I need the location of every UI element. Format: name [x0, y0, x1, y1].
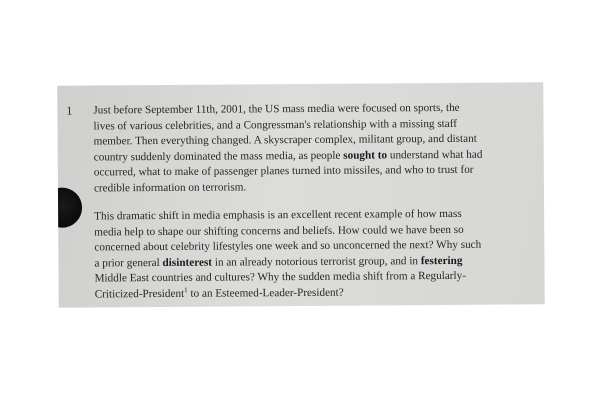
text-line — [94, 163, 540, 182]
text-run: understand what had — [387, 148, 483, 162]
paragraph-2 — [94, 206, 541, 303]
text-run: lives of various celebrities, and a Congressman's relationship with a missing staff — [93, 117, 458, 133]
text-run: occurred, what to make of passenger planes turned into missiles, and who to trust for — [93, 164, 474, 179]
bold-term: festering — [420, 254, 463, 267]
binder-hole — [57, 188, 82, 228]
text-run: a prior general — [94, 256, 163, 270]
bold-term: disinterest — [162, 256, 213, 269]
text-run: media help to shape our shifting concerns and beliefs. How could we have been so — [94, 223, 464, 239]
scanned-page — [57, 82, 545, 307]
text-run: Criticized-President — [94, 287, 185, 301]
text-run: member. Then everything changed. A skyscraper complex, militant group, and distant — [93, 132, 477, 148]
text-run: Middle East countries and cultures? Why the sudden media shift from a Regularly- — [94, 270, 466, 285]
text-run: credible information on terrorism. — [93, 181, 247, 195]
text-line — [95, 284, 541, 303]
text-line — [94, 238, 540, 257]
paragraph-1 — [93, 100, 540, 197]
text-run: Just before September 11th, 2001, the US mass media were focused on sports, the — [93, 101, 460, 117]
text-run: concerned about celebrity lifestyles one week and so unconcerned the next? Why such — [94, 238, 482, 254]
bold-term: sought to — [343, 149, 388, 162]
text-run: country suddenly dominated the mass media, as people — [93, 149, 344, 164]
footnote-marker: 1 — [184, 286, 188, 295]
text-run: to an Esteemed-Leader-President? — [187, 286, 344, 300]
text-run: This dramatic shift in media emphasis is an excellent recent example of how mass — [94, 207, 462, 223]
text-line — [94, 178, 540, 197]
text-run: in an already notorious terrorist group, and in — [211, 254, 421, 269]
paragraph-number: 1 — [66, 103, 73, 118]
